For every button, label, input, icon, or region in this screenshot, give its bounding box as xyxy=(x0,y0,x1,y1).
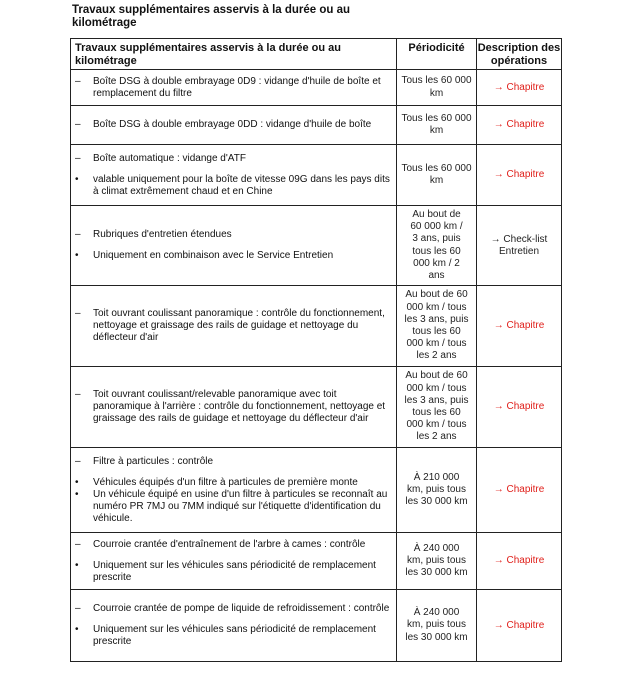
item-text: Uniquement sur les véhicules sans périodicité de remplacement prescrite xyxy=(93,559,376,583)
list-item xyxy=(75,624,394,648)
dash-marker: – xyxy=(75,119,81,130)
period-cell: À 240 000 km, puis tous les 30 000 km xyxy=(397,590,477,662)
list-item xyxy=(75,119,394,131)
period-cell: Tous les 60 000 km xyxy=(397,70,477,106)
chapitre-link[interactable]: → Chapitre xyxy=(477,286,562,367)
period-cell: Tous les 60 000 km xyxy=(397,106,477,145)
list-item xyxy=(75,477,394,489)
item-text: Boîte automatique : vidange d'ATF xyxy=(93,152,246,164)
list-item xyxy=(75,560,394,584)
item-text: Véhicules équipés d'un filtre à particules de première monte xyxy=(93,476,358,488)
bullet-marker: • xyxy=(75,173,79,185)
work-cell xyxy=(71,145,397,206)
maintenance-table xyxy=(70,38,562,662)
chapitre-link[interactable]: → Chapitre xyxy=(477,448,562,533)
item-text: valable uniquement pour la boîte de vitesse 09G dans les pays dits à climat extrêmement chaud et en Chine xyxy=(93,173,390,197)
table-row xyxy=(71,286,562,367)
header-period: Périodicité xyxy=(397,39,477,70)
work-cell xyxy=(71,106,397,145)
item-text: Toit ouvrant coulissant/relevable panoramique avec toit panoramique à l'arrière : contrôle du fonctionnement, nettoyage et graissage des rails de guidage et nettoyage du déflecteur d'air xyxy=(93,389,386,424)
item-text: Boîte DSG à double embrayage 0D9 : vidange d'huile de boîte et remplacement du filtre xyxy=(93,75,381,99)
header-description: Description des opérations xyxy=(477,39,562,70)
item-text: Courroie crantée d'entraînement de l'arbre à cames : contrôle xyxy=(93,538,366,550)
table-row xyxy=(71,533,562,590)
item-text: Filtre à particules : contrôle xyxy=(93,455,214,467)
bullet-marker: • xyxy=(75,488,79,500)
list-item xyxy=(75,389,394,425)
page-title: Travaux supplémentaires asservis à la durée ou au kilométrage xyxy=(72,4,351,29)
dash-marker: – xyxy=(75,389,81,400)
work-cell xyxy=(71,533,397,590)
period-cell: Au bout de 60 000 km / tous les 3 ans, puis tous les 60 000 km / tous les 2 ans xyxy=(397,367,477,448)
item-text: Uniquement sur les véhicules sans périodicité de remplacement prescrite xyxy=(93,624,376,647)
item-text: Courroie crantée de pompe de liquide de refroidissement : contrôle xyxy=(93,603,390,614)
dash-marker: – xyxy=(75,229,81,240)
work-cell xyxy=(71,590,397,662)
dash-marker: – xyxy=(75,308,81,319)
dash-marker: – xyxy=(75,538,81,550)
list-item xyxy=(75,603,394,615)
list-item xyxy=(75,250,394,262)
list-item xyxy=(75,153,394,165)
dash-marker: – xyxy=(75,603,81,614)
header-work: Travaux supplémentaires asservis à la durée ou au kilométrage xyxy=(71,39,397,70)
chapitre-link[interactable]: → Chapitre xyxy=(477,70,562,106)
chapitre-link[interactable]: → Chapitre xyxy=(477,367,562,448)
table-row xyxy=(71,145,562,206)
bullet-marker: • xyxy=(75,624,79,635)
period-cell: Au bout de 60 000 km / tous les 3 ans, puis tous les 60 000 km / tous les 2 ans xyxy=(397,286,477,367)
item-text: Toit ouvrant coulissant panoramique : contrôle du fonctionnement, nettoyage et graissage des rails de guidage et nettoyage du déflecteur d'air xyxy=(93,308,385,343)
list-item xyxy=(75,229,394,241)
list-item xyxy=(75,76,394,100)
work-cell xyxy=(71,367,397,448)
bullet-marker: • xyxy=(75,250,79,261)
work-cell xyxy=(71,206,397,286)
table-row xyxy=(71,70,562,106)
dash-marker: – xyxy=(75,75,81,87)
checklist-link[interactable]: → Check-list Entretien xyxy=(477,206,562,286)
item-text: Un véhicule équipé en usine d'un filtre à particules se reconnaît au numéro PR 7MJ ou 7MM indiqué sur l'étiquette d'identification du véhicule. xyxy=(93,488,388,524)
table-row xyxy=(71,106,562,145)
bullet-marker: • xyxy=(75,559,79,571)
list-item xyxy=(75,308,394,344)
period-cell: À 210 000 km, puis tous les 30 000 km xyxy=(397,448,477,533)
chapitre-link[interactable]: → Chapitre xyxy=(477,590,562,662)
table-row xyxy=(71,590,562,662)
item-text: Boîte DSG à double embrayage 0DD : vidange d'huile de boîte xyxy=(93,119,372,130)
list-item xyxy=(75,456,394,468)
work-cell xyxy=(71,286,397,367)
bullet-marker: • xyxy=(75,476,79,488)
period-cell: À 240 000 km, puis tous les 30 000 km xyxy=(397,533,477,590)
item-text: Uniquement en combinaison avec le Service Entretien xyxy=(93,250,334,261)
chapitre-link[interactable]: → Chapitre xyxy=(477,106,562,145)
work-cell xyxy=(71,448,397,533)
table-row xyxy=(71,206,562,286)
dash-marker: – xyxy=(75,152,81,164)
list-item xyxy=(75,489,394,525)
period-cell: Au bout de 60 000 km / 3 ans, puis tous les 60 000 km / 2 ans xyxy=(397,206,477,286)
dash-marker: – xyxy=(75,455,81,467)
table-row xyxy=(71,448,562,533)
table-header-row xyxy=(71,39,562,70)
period-cell: Tous les 60 000 km xyxy=(397,145,477,206)
item-text: Rubriques d'entretien étendues xyxy=(93,229,232,240)
chapitre-link[interactable]: → Chapitre xyxy=(477,145,562,206)
chapitre-link[interactable]: → Chapitre xyxy=(477,533,562,590)
list-item xyxy=(75,174,394,198)
work-cell xyxy=(71,70,397,106)
list-item xyxy=(75,539,394,551)
table-row xyxy=(71,367,562,448)
